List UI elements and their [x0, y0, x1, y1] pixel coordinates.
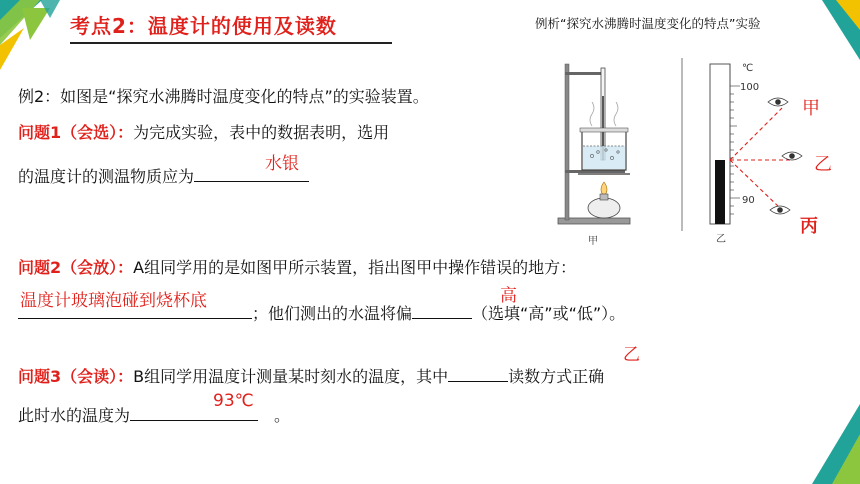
bottom-right-decoration [812, 404, 860, 484]
question-3-text-c: 此时水的温度为 [18, 406, 131, 425]
example-intro: 例2：如图是“探究水沸腾时温度变化的特点”的实验装置。 [18, 87, 429, 106]
question-3-text-d: 。 [274, 406, 291, 425]
figure-label-jia: 甲 [588, 236, 598, 247]
question-1-answer: 水银 [265, 154, 299, 174]
apparatus-figure-jia [548, 58, 658, 248]
question-1-line-1 [18, 125, 389, 141]
question-2-text-b: ；他们测出的水温将偏 [252, 304, 413, 323]
question-3-text-b: 读数方式正确 [508, 367, 605, 386]
question-3-label: 问题3（会读）： [18, 367, 134, 386]
question-1-text-b: 的温度计的测温物质应为 [18, 167, 195, 186]
question-1-label: 问题1（会选）： [18, 123, 134, 142]
view-label-yi: 乙 [814, 154, 832, 175]
thermometer-unit: ℃ [742, 63, 754, 74]
question-3-line-1 [18, 365, 604, 385]
title-underline [70, 42, 392, 44]
question-3-text-a: B组同学用温度计测量某时刻水的温度，其中 [133, 367, 449, 386]
question-2-line-1 [18, 260, 576, 276]
top-right-decoration [822, 0, 860, 60]
question-3-blank-1 [448, 365, 508, 382]
page-title: 考点2：温度计的使用及读数 [70, 14, 337, 38]
thermometer-tick-90: 90 [742, 195, 755, 206]
question-2-label: 问题2（会放）： [18, 258, 134, 277]
thermometer-tick-100: 100 [740, 82, 760, 93]
question-2-answer-1: 温度计玻璃泡碰到烧杯底 [20, 291, 207, 311]
question-2-text-a: A组同学用的是如图甲所示装置，指出图甲中操作错误的地方： [133, 258, 577, 277]
eye-icon-jia [768, 98, 788, 106]
question-2-text-c: （选填“高”或“低”）。 [472, 304, 626, 323]
question-1-text-a: 为完成实验，表中的数据表明，选用 [133, 123, 390, 142]
question-2-blank-2 [412, 302, 472, 319]
eye-icon-yi [782, 152, 802, 160]
question-3-answer-1: 乙 [623, 345, 640, 365]
figure-label-yi: 乙 [716, 234, 726, 245]
question-3-answer-2: 93℃ [213, 391, 254, 411]
question-2-answer-2: 高 [500, 286, 517, 306]
view-label-bing: 丙 [800, 216, 818, 237]
page-subtitle: 例析“探究水沸腾时温度变化的特点”实验 [535, 16, 761, 31]
thermometer-figure-yi [672, 56, 832, 248]
view-label-jia: 甲 [802, 98, 820, 119]
top-left-decoration [0, 0, 70, 70]
eye-icon-bing [770, 206, 790, 214]
